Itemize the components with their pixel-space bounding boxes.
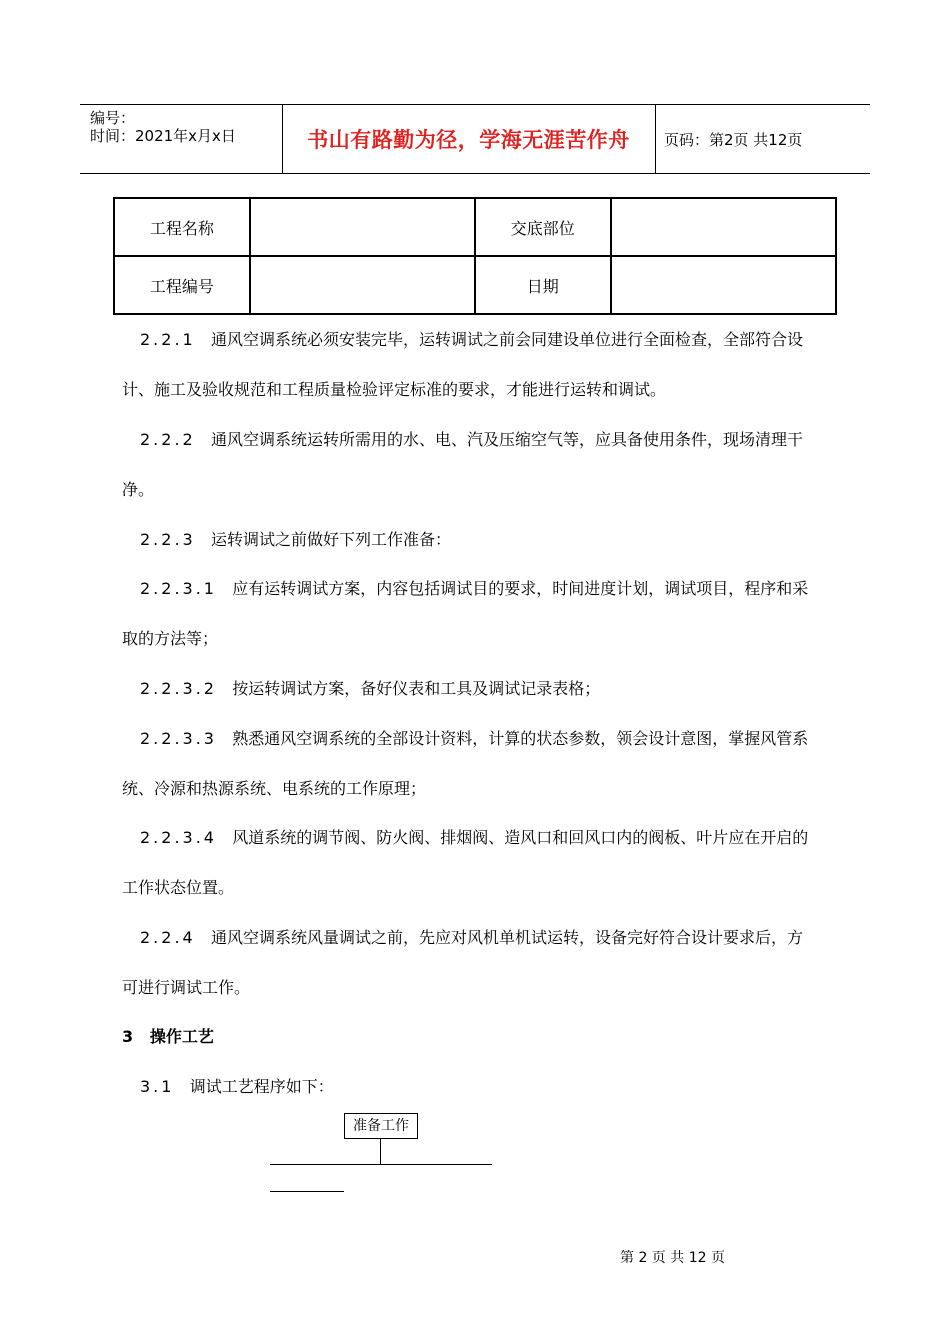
document-header xyxy=(80,104,870,174)
paragraph-2-2-2 xyxy=(140,429,803,451)
project-name-label: 工程名称 xyxy=(114,198,250,256)
paragraph-2-2-3-2 xyxy=(140,678,600,700)
flow-connector xyxy=(380,1139,381,1165)
section-number: 2.2.2 xyxy=(140,430,196,449)
paragraph-text: 工作状态位置。 xyxy=(122,878,235,897)
paragraph-2-2-3-1 xyxy=(140,578,808,600)
section-number: 2.2.3.4 xyxy=(140,828,217,847)
handover-part-label: 交底部位 xyxy=(475,198,611,256)
project-name-value xyxy=(250,198,475,256)
section-number: 2.2.3 xyxy=(140,530,196,549)
header-page-info: 页码：第2页 共12页 xyxy=(664,130,803,149)
header-divider xyxy=(655,105,656,173)
date-label: 日期 xyxy=(475,256,611,314)
paragraph-text: 运转调试之前做好下列工作准备： xyxy=(210,530,451,549)
paragraph-2-2-4 xyxy=(140,927,803,949)
paragraph-text: 风道系统的调节阀、防火阀、排烟阀、造风口和回风口内的阀板、叶片应在开启的 xyxy=(232,828,809,847)
paragraph-text: 通风空调系统风量调试之前，先应对风机单机试运转，设备完好符合设计要求后，方 xyxy=(210,928,803,947)
handover-part-value xyxy=(611,198,836,256)
paragraph-2-2-3 xyxy=(140,529,451,551)
paragraph-2-2-1 xyxy=(140,329,803,351)
table-row xyxy=(114,198,836,256)
paragraph-text: 通风空调系统运转所需用的水、电、汽及压缩空气等，应具备使用条件，现场清理干 xyxy=(210,430,803,449)
section-number: 2.2.3.2 xyxy=(140,679,217,698)
paragraph-text: 净。 xyxy=(122,480,155,499)
header-meta xyxy=(90,109,236,145)
flow-step-prepare: 准备工作 xyxy=(344,1113,418,1139)
time-label: 时间：2021年x月x日 xyxy=(90,127,236,145)
paragraph-text: 调试工艺程序如下： xyxy=(189,1077,334,1096)
paragraph-2-2-3-3 xyxy=(140,728,808,750)
paragraph-text: 熟悉通风空调系统的全部设计资料，计算的状态参数，领会设计意图，掌握风管系 xyxy=(232,729,809,748)
section-number: 2.2.1 xyxy=(140,330,196,349)
project-number-label: 工程编号 xyxy=(114,256,250,314)
flow-branch-line xyxy=(270,1164,492,1165)
project-info-table xyxy=(113,197,837,315)
section-heading-3 xyxy=(122,1026,214,1048)
section-number: 2.2.3.3 xyxy=(140,729,217,748)
table-row xyxy=(114,256,836,314)
flow-branch-line xyxy=(270,1191,344,1192)
date-value xyxy=(611,256,836,314)
paragraph-text: 取的方法等； xyxy=(122,629,219,648)
paragraph-text: 统、冷源和热源系统、电系统的工作原理； xyxy=(122,779,427,798)
section-title: 操作工艺 xyxy=(149,1027,214,1046)
paragraph-text: 应有运转调试方案，内容包括调试目的要求，时间进度计划，调试项目，程序和采 xyxy=(232,579,809,598)
paragraph-2-2-3-4 xyxy=(140,827,808,849)
paragraph-text: 按运转调试方案，备好仪表和工具及调试记录表格； xyxy=(232,679,601,698)
page-footer: 第 2 页 共 12 页 xyxy=(620,1250,725,1266)
header-motto: 书山有路勤为径，学海无涯苦作舟 xyxy=(307,128,630,152)
paragraph-text: 可进行调试工作。 xyxy=(122,978,251,997)
section-number: 3.1 xyxy=(140,1077,175,1096)
section-number: 2.2.4 xyxy=(140,928,196,947)
number-label: 编号： xyxy=(90,109,136,127)
section-number: 3 xyxy=(122,1027,134,1046)
paragraph-text: 计、施工及验收规范和工程质量检验评定标准的要求，才能进行运转和调试。 xyxy=(122,380,667,399)
paragraph-text: 通风空调系统必须安装完毕，运转调试之前会同建设单位进行全面检查，全部符合设 xyxy=(210,330,803,349)
paragraph-3-1 xyxy=(140,1076,334,1098)
section-number: 2.2.3.1 xyxy=(140,579,217,598)
project-number-value xyxy=(250,256,475,314)
